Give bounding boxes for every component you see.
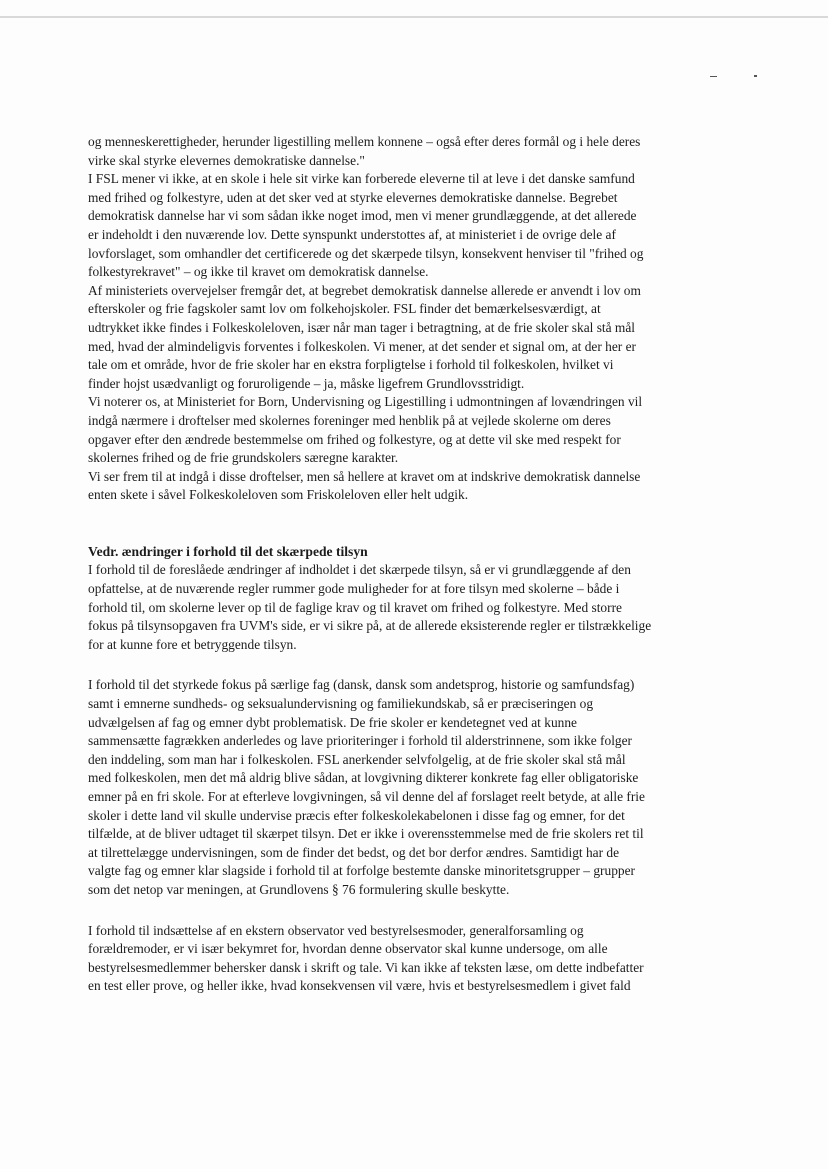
text-line: efterskoler og frie fagskoler samt lov om folkehojskoler. FSL finder det bemærkelsesværdigt, at: [88, 301, 601, 317]
scan-top-edge: [0, 16, 828, 18]
scan-mark: [710, 76, 717, 77]
text-line: enten skete i såvel Folkeskoleloven som Friskoleloven eller helt udgik.: [88, 487, 469, 503]
text-line: bestyrelsesmedlemmer behersker dansk i skrift og tale. Vi kan ikke af teksten læse, om dette indbefatter: [88, 959, 644, 975]
text-line: virke skal styrke elevernes demokratiske dannelse.": [88, 152, 365, 168]
text-line: tale om et område, hvor de frie skoler har en ekstra forpligtelse i forhold til folkeskolen, hvilket vi: [88, 357, 614, 373]
text-line: Af ministeriets overvejelser fremgår det, at begrebet demokratisk dannelse allerede er anvendt i lov om: [88, 282, 641, 298]
text-line: med folkeskolen, men det må aldrig blive sådan, at lovgivning dikterer konkrete fag eller obligatoriske: [88, 770, 639, 786]
text-line: opfattelse, at de nuværende regler rummer gode muligheder for at fore tilsyn med skolerne – både i: [88, 581, 620, 597]
text-line: samt i emnerne sundheds- og seksualundervisning og familiekundskab, så er præciseringen og: [88, 696, 594, 712]
scan-marks: [708, 70, 768, 80]
paragraph-external-observer: [88, 922, 756, 996]
text-line: sammensætte fagrækken anderledes og lave prioriteringer i forhold til alderstrinnene, som ikke folger: [88, 733, 633, 749]
text-line: forhold til, om skolerne lever op til de faglige krav og til kravet om frihed og folkestyre. Med storre: [88, 599, 622, 615]
text-line: valgte fag og emner klar slagside i forhold til at forfolge bestemte danske minoritetsgrupper – grupper: [88, 863, 635, 879]
section-heading: Vedr. ændringer i forhold til det skærpede tilsyn: [88, 543, 368, 559]
text-line: I forhold til det styrkede fokus på særlige fag (dansk, dansk som andetsprog, historie og samfundsfag): [88, 677, 635, 693]
text-line: som det netop var meningen, at Grundlovens § 76 formulering skulle beskytte.: [88, 881, 510, 897]
text-line: emner på en fri skole. For at efterleve lovgivningen, så vil denne del af forslaget reelt betyde, at alle frie: [88, 789, 645, 804]
text-line: folkestyrekravet" – og ikke til kravet om demokratisk dannelse.: [88, 264, 429, 280]
text-line: udtrykket ikke findes i Folkeskoleloven, især når man tager i betragtning, at de frie skoler skal stå mål: [88, 319, 636, 335]
text-line: og menneskerettigheder, herunder ligestilling mellem konnene – også efter deres formål og i hele deres: [88, 134, 641, 149]
text-line: skolernes frihed og de frie grundskolers særegne karakter.: [88, 450, 399, 466]
document-body: [88, 133, 756, 996]
scan-mark: [754, 75, 757, 77]
text-line: demokratisk dannelse har vi som sådan ikke noget imod, men vi mener grundlæggende, at det allerede: [88, 208, 637, 224]
text-line: opgaver efter den ændrede bestemmelse om frihed og folkestyre, og at dette vil ske med respekt for: [88, 431, 621, 447]
text-line: lovforslaget, som omhandler det certificerede og det skærpede tilsyn, konsekvent henviser til "frihed og: [88, 245, 644, 261]
text-line: med, hvad der almindeligvis forventes i folkeskolen. Vi mener, at det sender et signal om, at der her er: [88, 338, 637, 354]
text-line: skoler i dette land vil skulle undervise præcis efter folkeskolekabelonen i disse fag og emner, for det: [88, 807, 625, 823]
text-line: med frihed og folkestyre, uden at det sker ved at styrke elevernes demokratiske dannelse. Begrebet: [88, 189, 618, 205]
text-line: I forhold til indsættelse af en ekstern observator ved bestyrelsesmoder, generalforsamling og: [88, 922, 584, 938]
text-line: en test eller prove, og heller ikke, hvad konsekvensen vil være, hvis et bestyrelsesmedlem i givet fald: [88, 978, 631, 994]
text-line: Vi ser frem til at indgå i disse droftelser, men så hellere at kravet om at indskrive demokratisk dannelse: [88, 468, 641, 484]
text-line: for at kunne fore et betryggende tilsyn.: [88, 636, 297, 652]
text-line: er indeholdt i den nuværende lov. Dette synspunkt understottes af, at ministeriet i de ovrige dele af: [88, 226, 616, 242]
text-line: finder hojst usædvanligt og foruroligende – ja, måske ligefrem Grundlovsstridigt.: [88, 375, 525, 391]
text-line: udvælgelsen af fag og emner dybt problematisk. De frie skoler er kendetegnet ved at kunne: [88, 714, 577, 730]
text-line: Vi noterer os, at Ministeriet for Born, Undervisning og Ligestilling i udmontningen af lovændringen vil: [88, 394, 643, 410]
text-line: indgå nærmere i droftelser med skolernes foreninger med henblik på at vejlede skolerne om deres: [88, 412, 611, 428]
text-line: forældremoder, er vi især bekymret for, hvordan denne observator skal kunne undersoge, om alle: [88, 941, 608, 957]
text-line: den inddeling, som man har i folkeskolen. FSL anerkender selvfolgelig, at de frie skoler skal stå mål: [88, 751, 626, 767]
paragraph-subject-focus: [88, 676, 756, 899]
text-line: I forhold til de foreslåede ændringer af indholdet i det skærpede tilsyn, så er vi grundlæggende af den: [88, 562, 631, 578]
text-line: I FSL mener vi ikke, at en skole i hele sit virke kan forberede eleverne til at leve i det danske samfund: [88, 171, 635, 187]
text-line: at tilrettelægge undervisningen, som de finder det bedst, og det bor derfor ændres. Samtidigt har de: [88, 844, 620, 860]
text-line: tilfælde, at de bliver udtaget til skærpet tilsyn. Det er ikke i overensstemmelse med de frie skolers ret til: [88, 826, 644, 842]
paragraph-democratic-education: [88, 133, 756, 505]
paragraph-supervision-rules: [88, 561, 756, 654]
text-line: fokus på tilsynsopgaven fra UVM's side, er vi sikre på, at de allerede eksisterende regler er tilstrækkelige: [88, 618, 652, 634]
